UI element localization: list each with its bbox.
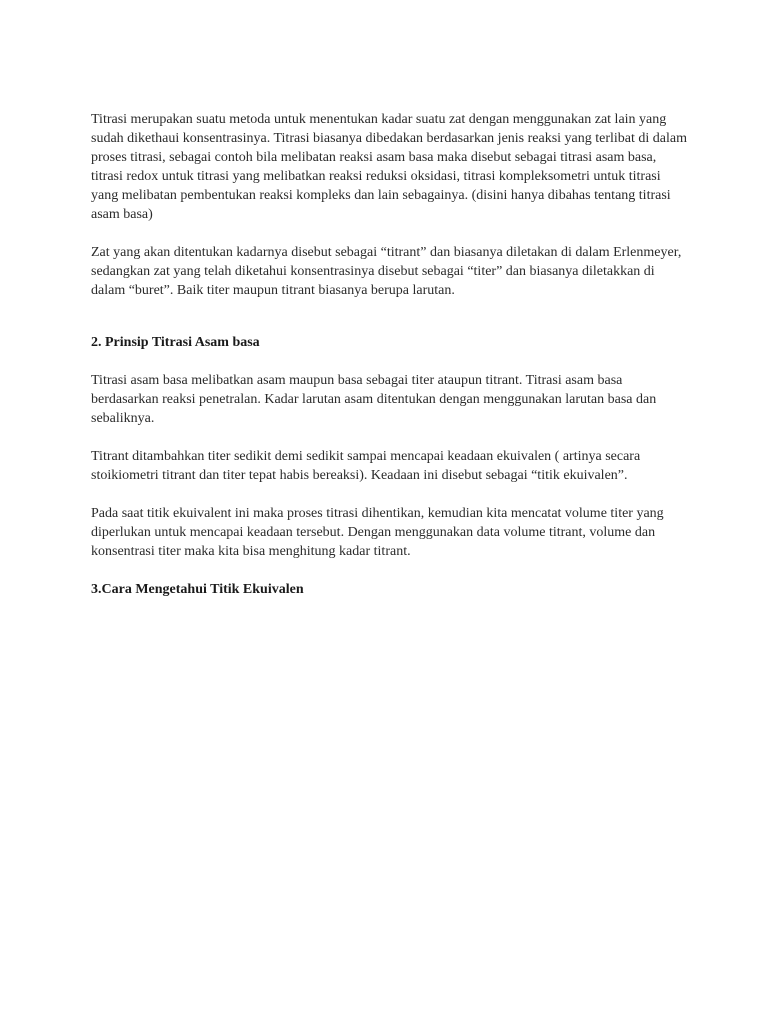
paragraph-section2-2: Titrant ditambahkan titer sedikit demi sedikit sampai mencapai keadaan ekuivalen ( artinya secara stoikiometri titrant dan titer tepat habis bereaksi). Keadaan ini disebut sebagai “titik ekuivalen”. xyxy=(91,449,641,483)
section-heading-3: 3.Cara Mengetahui Titik Ekuivalen xyxy=(91,582,304,597)
document-body xyxy=(91,110,691,618)
section-heading-2: 2. Prinsip Titrasi Asam basa xyxy=(91,335,260,350)
paragraph-section2-1: Titrasi asam basa melibatkan asam maupun basa sebagai titer ataupun titrant. Titrasi asam basa berdasarkan reaksi penetralan. Kadar larutan asam ditentukan dengan menggunakan larutan basa dan sebaliknya. xyxy=(91,373,657,426)
paragraph-intro-2: Zat yang akan ditentukan kadarnya disebut sebagai “titrant” dan biasanya diletakan di dalam Erlenmeyer, sedangkan zat yang telah diketahui konsentrasinya disebut sebagai “titer” dan biasanya diletakkan di dalam “buret”. Baik titer maupun titrant biasanya berupa larutan. xyxy=(91,245,682,298)
paragraph-section2-3: Pada saat titik ekuivalent ini maka proses titrasi dihentikan, kemudian kita mencatat volume titer yang diperlukan untuk mencapai keadaan tersebut. Dengan menggunakan data volume titrant, volume dan konsentrasi titer maka kita bisa menghitung kadar titrant. xyxy=(91,506,664,559)
paragraph-intro-1: Titrasi merupakan suatu metoda untuk menentukan kadar suatu zat dengan menggunakan zat lain yang sudah dikethaui konsentrasinya. Titrasi biasanya dibedakan berdasarkan jenis reaksi yang terlibat di dalam proses titrasi, sebagai contoh bila melibatan reaksi asam basa maka disebut sebagai titrasi asam basa, titrasi redox untuk titrasi yang melibatkan reaksi reduksi oksidasi, titrasi kompleksometri untuk titrasi yang melibatan pembentukan reaksi kompleks dan lain sebagainya. (disini hanya dibahas tentang titrasi asam basa) xyxy=(91,112,688,222)
